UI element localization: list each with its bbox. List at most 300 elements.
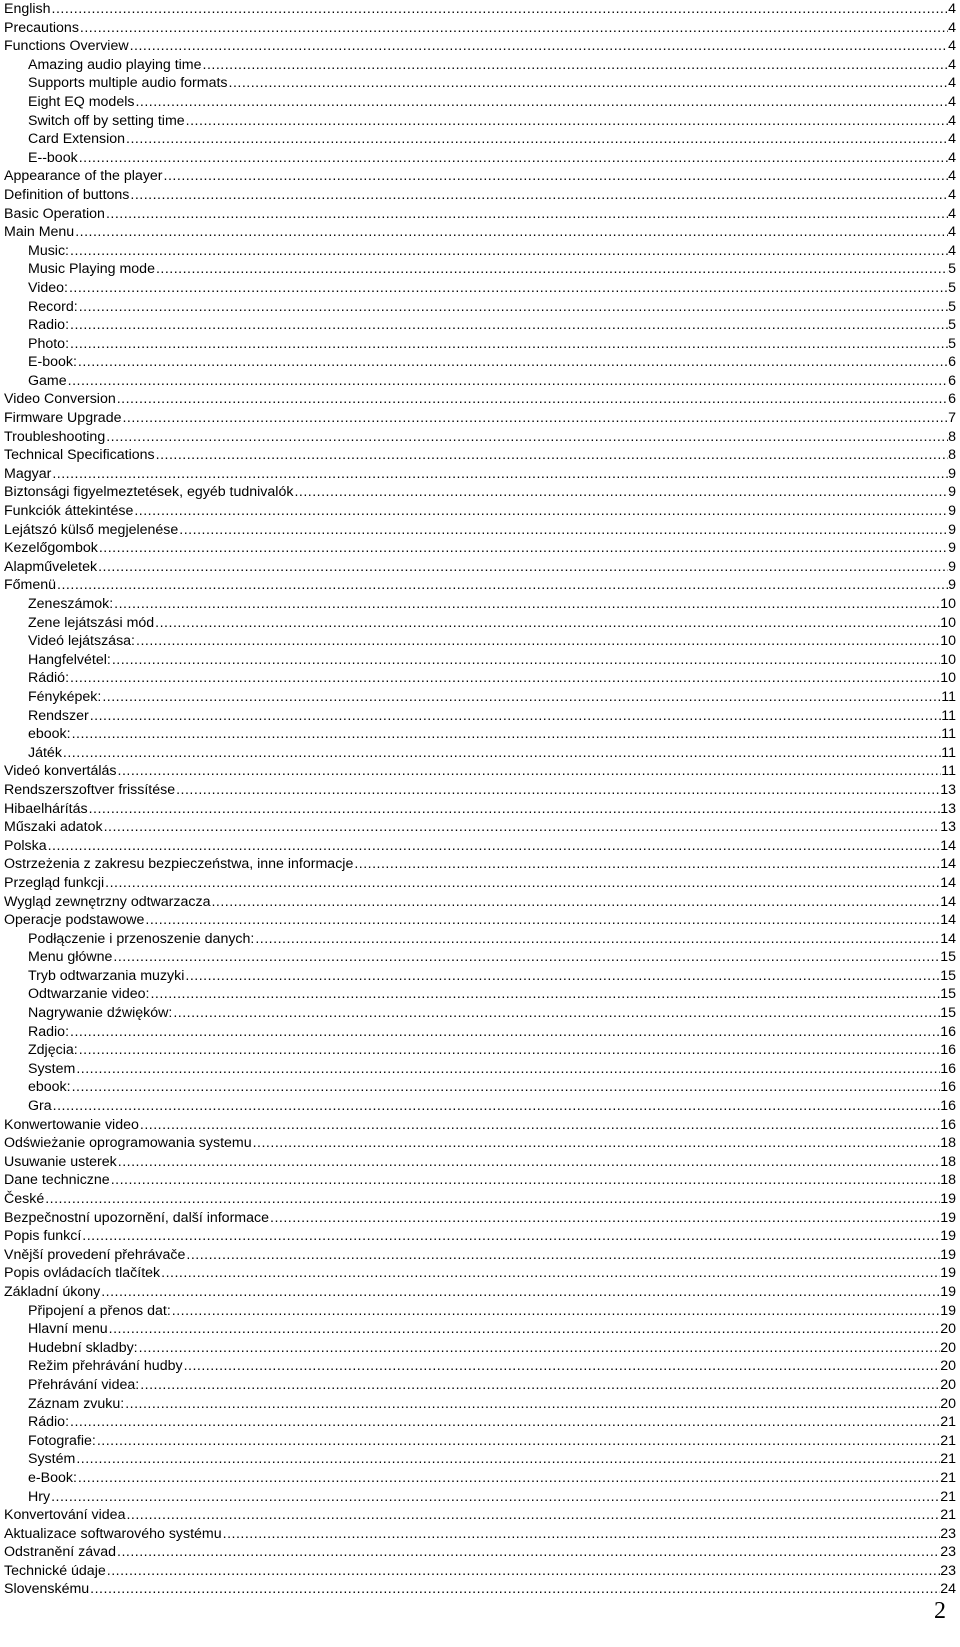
toc-dot-leader [108,1320,941,1339]
toc-entry-page: 15 [940,967,956,984]
toc-entry[interactable] [4,1264,956,1283]
toc-entry[interactable] [4,818,956,837]
toc-entry-page: 11 [941,688,956,705]
toc-dot-leader [183,1357,941,1376]
toc-entry[interactable] [4,93,956,112]
toc-entry[interactable] [4,539,956,558]
toc-entry[interactable] [4,372,956,391]
toc-entry-title: Hlavní menu [28,1321,108,1338]
toc-dot-leader [50,1488,940,1507]
toc-entry-title: Game [28,372,67,389]
toc-entry-title: Przegląd funkcji [4,874,105,891]
toc-entry-title: Fényképek: [28,688,102,705]
toc-dot-leader [101,688,941,707]
toc-entry[interactable] [4,1153,956,1172]
toc-dot-leader [69,335,948,354]
toc-dot-leader [144,911,940,930]
toc-entry-page: 4 [948,224,956,241]
toc-entry-title: E--book [28,149,78,166]
toc-entry[interactable] [4,1227,956,1246]
toc-entry-title: Rendszerszoftver frissítése [4,781,176,798]
toc-dot-leader [52,1097,941,1116]
toc-dot-leader [75,1450,940,1469]
toc-entry[interactable] [4,632,956,651]
toc-entry[interactable] [4,1023,956,1042]
toc-dot-leader [113,595,940,614]
toc-entry-title: Appearance of the player [4,168,163,185]
toc-entry-page: 6 [948,354,956,371]
toc-dot-leader [269,1209,940,1228]
toc-dot-leader [172,1004,940,1023]
toc-entry-title: Játék [28,744,62,761]
toc-entry[interactable] [4,1116,956,1135]
toc-entry[interactable] [4,837,956,856]
toc-entry[interactable] [4,1543,956,1562]
toc-entry-title: Video Conversion [4,391,116,408]
toc-entry-page: 10 [940,651,956,668]
toc-entry-page: 10 [940,633,956,650]
toc-entry-title: Rádio: [28,1414,70,1431]
toc-entry-page: 4 [948,1,956,17]
toc-entry[interactable] [4,223,956,242]
toc-entry-page: 7 [948,410,956,427]
toc-entry-page: 14 [940,930,956,947]
toc-entry-title: Gra [28,1098,52,1115]
table-of-contents [4,0,956,1599]
toc-entry[interactable] [4,465,956,484]
toc-entry-page: 15 [940,1005,956,1022]
toc-dot-leader [155,260,948,279]
toc-entry-page: 4 [948,149,956,166]
toc-entry[interactable] [4,1432,956,1451]
toc-entry-title: Menu główne [28,949,113,966]
toc-entry[interactable] [4,428,956,447]
toc-entry-title: Rendszer [28,707,89,724]
toc-dot-leader [293,483,948,502]
toc-entry-title: Radio: [28,1023,70,1040]
toc-entry-page: 11 [941,763,956,780]
toc-entry-page: 13 [940,781,956,798]
toc-entry-page: 21 [940,1414,956,1431]
toc-dot-leader [353,855,940,874]
toc-entry-page: 19 [940,1302,956,1319]
toc-entry-page: 9 [948,465,956,482]
toc-entry-page: 16 [940,1079,956,1096]
toc-entry-title: Usuwanie usterek [4,1153,117,1170]
toc-dot-leader [202,56,949,75]
toc-dot-leader [135,632,940,651]
toc-entry-page: 11 [941,707,956,724]
toc-dot-leader [185,112,948,131]
toc-entry-page: 20 [940,1321,956,1338]
toc-entry-page: 9 [948,540,956,557]
toc-entry[interactable] [4,874,956,893]
toc-entry[interactable] [4,260,956,279]
toc-entry[interactable] [4,1078,956,1097]
toc-entry-title: Card Extension [28,131,125,148]
toc-dot-leader [88,800,941,819]
toc-dot-leader [69,1023,940,1042]
toc-entry-title: Zeneszámok: [28,596,114,612]
toc-entry-title: Record: [28,298,78,315]
toc-entry-page: 23 [940,1525,956,1542]
toc-entry[interactable] [4,1246,956,1265]
toc-entry-title: Popis ovládacích tlačítek [4,1265,161,1282]
toc-dot-leader [103,818,941,837]
toc-entry[interactable] [4,1283,956,1302]
toc-entry-title: Odstranění závad [4,1544,116,1561]
toc-entry-title: Funkciók áttekintése [4,503,134,520]
toc-entry-page: 10 [940,596,956,612]
toc-entry-page: 19 [940,1283,956,1300]
toc-entry-title: Hry [28,1488,51,1505]
toc-entry-title: Režim přehrávání hudby [28,1358,183,1375]
toc-dot-leader [79,19,948,38]
toc-entry-title: Odtwarzanie video: [28,986,150,1003]
toc-entry[interactable] [4,1004,956,1023]
toc-entry[interactable] [4,19,956,38]
toc-entry[interactable] [4,1190,956,1209]
toc-entry-title: Zene lejátszási mód [28,614,155,631]
toc-entry-page: 16 [940,1042,956,1059]
toc-entry-page: 16 [940,1023,956,1040]
toc-entry[interactable] [4,1134,956,1153]
toc-entry[interactable] [4,1395,956,1414]
toc-entry-page: 4 [948,186,956,203]
toc-entry-title: Alapműveletek [4,558,98,575]
toc-dot-leader [71,725,942,744]
toc-entry[interactable] [4,56,956,75]
toc-entry-page: 4 [948,112,956,129]
toc-entry[interactable] [4,446,956,465]
toc-entry-page: 24 [940,1581,956,1598]
toc-entry-page: 16 [940,1116,956,1133]
toc-entry[interactable] [4,911,956,930]
toc-entry-page: 4 [948,168,956,185]
toc-dot-leader [56,576,948,595]
toc-entry-title: Ostrzeżenia z zakresu bezpieczeństwa, inne informacje [4,856,354,873]
toc-entry-title: Basic Operation [4,205,105,222]
toc-entry-page: 16 [940,1060,956,1077]
toc-entry[interactable] [4,205,956,224]
toc-dot-leader [129,37,949,56]
toc-dot-leader [77,353,948,372]
toc-entry-title: Základní úkony [4,1283,101,1300]
toc-entry[interactable] [4,744,956,763]
toc-entry[interactable] [4,37,956,56]
toc-entry[interactable] [4,74,956,93]
toc-entry-page: 4 [948,75,956,92]
toc-dot-leader [62,744,941,763]
toc-entry[interactable] [4,409,956,428]
toc-dot-leader [112,948,940,967]
toc-entry-title: Lejátszó külső megjelenése [4,521,179,538]
toc-entry-title: Operacje podstawowe [4,912,145,929]
toc-entry[interactable] [4,1413,956,1432]
toc-entry-page: 9 [948,558,956,575]
toc-entry-title: Hangfelvétel: [28,651,111,668]
toc-dot-leader [51,0,949,19]
toc-entry[interactable] [4,558,956,577]
toc-entry-title: Firmware Upgrade [4,410,122,427]
toc-dot-leader [138,1339,941,1358]
toc-dot-leader [228,74,949,93]
toc-entry-title: e-Book: [28,1469,77,1486]
toc-entry-title: Biztonsági figyelmeztetések, egyéb tudnivalók [4,484,294,501]
toc-entry-page: 23 [940,1544,956,1561]
toc-entry-page: 19 [940,1209,956,1226]
toc-dot-leader [117,1153,940,1172]
toc-dot-leader [110,1171,941,1190]
toc-dot-leader [47,837,941,856]
toc-entry[interactable] [4,855,956,874]
toc-dot-leader [184,967,940,986]
toc-entry[interactable] [4,669,956,688]
toc-entry-title: E-book: [28,354,77,371]
toc-dot-leader [100,1283,940,1302]
toc-entry-title: Műszaki adatok [4,819,103,836]
toc-dot-leader [71,1078,941,1097]
toc-entry[interactable] [4,1506,956,1525]
toc-entry-title: Fotografie: [28,1432,96,1449]
toc-entry[interactable] [4,707,956,726]
toc-entry-title: Kezelőgombok [4,540,98,557]
toc-entry-title: Photo: [28,335,70,352]
toc-dot-leader [78,298,948,317]
page-number: 2 [934,1598,946,1624]
toc-dot-leader [81,1227,940,1246]
toc-entry-page: 16 [940,1098,956,1115]
toc-entry-title: Magyar [4,465,52,482]
toc-entry-title: Hudební skladby: [28,1339,138,1356]
toc-entry[interactable] [4,1580,956,1599]
toc-dot-leader [74,223,948,242]
toc-entry-page: 14 [940,837,956,854]
toc-entry-page: 21 [940,1432,956,1449]
toc-entry[interactable] [4,967,956,986]
toc-entry[interactable] [4,298,956,317]
toc-entry-title: Music: [28,242,69,259]
toc-entry[interactable] [4,353,956,372]
toc-dot-leader [163,167,949,186]
toc-dot-leader [134,93,948,112]
toc-entry[interactable] [4,130,956,149]
toc-dot-leader [125,130,948,149]
toc-entry-title: System [28,1060,76,1077]
toc-entry-page: 9 [948,521,956,538]
toc-entry-page: 15 [940,949,956,966]
toc-entry-title: Videó konvertálás [4,763,117,780]
toc-dot-leader [105,205,948,224]
toc-dot-leader [175,781,940,800]
toc-dot-leader [67,372,948,391]
toc-entry[interactable] [4,930,956,949]
toc-entry[interactable] [4,1320,956,1339]
toc-entry-title: Hibaelhárítás [4,800,88,817]
toc-dot-leader [75,1060,940,1079]
toc-entry-title: Bezpečnostní upozornění, další informace [4,1209,269,1226]
toc-dot-leader [51,465,948,484]
toc-entry-title: Konvertování videa [4,1507,126,1524]
toc-entry-page: 6 [948,372,956,389]
toc-entry[interactable] [4,1171,956,1190]
toc-entry-page: 21 [940,1507,956,1524]
toc-entry-title: Popis funkcí [4,1228,82,1245]
toc-entry-page: 4 [948,38,956,55]
toc-entry-title: Radio: [28,317,70,334]
toc-entry[interactable] [4,1339,956,1358]
toc-entry[interactable] [4,242,956,261]
toc-entry-page: 20 [940,1358,956,1375]
toc-dot-leader [106,1562,940,1581]
toc-entry-page: 4 [948,93,956,110]
toc-dot-leader [116,1543,940,1562]
toc-entry[interactable] [4,576,956,595]
toc-entry-page: 5 [948,298,956,315]
toc-dot-leader [222,1525,941,1544]
toc-entry[interactable] [4,112,956,131]
toc-entry[interactable] [4,985,956,1004]
toc-dot-leader [68,279,948,298]
toc-entry-page: 20 [940,1339,956,1356]
toc-dot-leader [104,874,940,893]
toc-entry-title: English [4,1,51,17]
toc-entry[interactable] [4,948,956,967]
toc-entry[interactable] [4,893,956,912]
toc-entry[interactable] [4,521,956,540]
toc-dot-leader [96,1432,940,1451]
toc-entry[interactable] [4,800,956,819]
toc-entry-page: 8 [948,428,956,445]
toc-dot-leader [78,1041,941,1060]
toc-entry-title: Troubleshooting [4,428,106,445]
toc-entry[interactable] [4,390,956,409]
toc-entry[interactable] [4,781,956,800]
toc-entry-title: Aktualizace softwarového systému [4,1525,222,1542]
toc-entry-title: Zdjęcia: [28,1042,78,1059]
toc-entry-page: 5 [948,335,956,352]
toc-entry-page: 10 [940,614,956,631]
toc-entry[interactable] [4,1450,956,1469]
toc-entry[interactable] [4,762,956,781]
toc-entry-page: 6 [948,391,956,408]
toc-entry[interactable] [4,725,956,744]
toc-entry-title: Wygląd zewnętrzny odtwarzacza [4,893,211,910]
toc-entry[interactable] [4,1469,956,1488]
toc-entry-page: 14 [940,893,956,910]
toc-entry-title: Systém [28,1451,76,1468]
toc-entry[interactable] [4,651,956,670]
toc-entry-title: Dane techniczne [4,1172,110,1189]
toc-entry[interactable] [4,1376,956,1395]
toc-entry[interactable] [4,1357,956,1376]
toc-entry[interactable] [4,335,956,354]
toc-entry-page: 14 [940,912,956,929]
toc-dot-leader [89,1580,940,1599]
toc-entry-title: Main Menu [4,224,75,241]
toc-dot-leader [185,1246,940,1265]
toc-entry-title: Připojení a přenos dat: [28,1302,171,1319]
toc-dot-leader [116,390,948,409]
toc-dot-leader [178,521,948,540]
toc-entry[interactable] [4,1302,956,1321]
toc-entry[interactable] [4,149,956,168]
toc-entry[interactable] [4,1041,956,1060]
toc-dot-leader [210,893,940,912]
toc-dot-leader [149,985,940,1004]
toc-entry-title: Supports multiple audio formats [28,75,228,92]
toc-entry-title: Konwertowanie video [4,1116,139,1133]
toc-entry[interactable] [4,483,956,502]
toc-dot-leader [133,502,948,521]
toc-dot-leader [98,539,948,558]
toc-dot-leader [154,614,940,633]
toc-dot-leader [254,930,940,949]
toc-entry-title: Amazing audio playing time [28,56,202,73]
toc-entry[interactable] [4,1209,956,1228]
toc-dot-leader [139,1376,940,1395]
toc-entry[interactable] [4,186,956,205]
toc-entry-title: České [4,1191,45,1207]
toc-dot-leader [78,149,948,168]
toc-entry-page: 20 [940,1395,956,1412]
toc-entry-page: 21 [940,1451,956,1468]
toc-entry-page: 4 [948,205,956,222]
toc-entry[interactable] [4,1060,956,1079]
toc-entry-page: 19 [940,1191,956,1207]
toc-entry-title: Precautions [4,19,79,36]
toc-entry-title: Technické údaje [4,1562,106,1579]
toc-dot-leader [160,1264,940,1283]
toc-dot-leader [69,669,940,688]
toc-entry-page: 10 [940,670,956,687]
toc-entry[interactable] [4,279,956,298]
toc-entry-page: 5 [948,261,956,278]
toc-entry[interactable] [4,167,956,186]
toc-entry-title: Functions Overview [4,38,129,55]
toc-entry[interactable] [4,1488,956,1507]
toc-entry-title: Főmenü [4,577,57,594]
toc-dot-leader [155,446,948,465]
toc-dot-leader [89,707,942,726]
toc-entry[interactable] [4,614,956,633]
toc-entry-title: Technical Specifications [4,447,155,464]
toc-entry-page: 19 [940,1265,956,1282]
toc-entry-title: Odświeżanie oprogramowania systemu [4,1135,252,1152]
toc-entry-title: Tryb odtwarzania muzyki [28,967,185,984]
toc-dot-leader [129,186,948,205]
toc-entry[interactable] [4,595,956,614]
toc-entry[interactable] [4,502,956,521]
toc-entry[interactable] [4,1562,956,1581]
toc-entry-page: 21 [940,1488,956,1505]
toc-dot-leader [111,651,940,670]
toc-dot-leader [97,558,948,577]
toc-entry-title: Eight EQ models [28,93,135,110]
toc-entry[interactable] [4,1525,956,1544]
toc-entry[interactable] [4,688,956,707]
toc-entry-title: Videó lejátszása: [28,633,136,650]
toc-entry-title: Přehrávání videa: [28,1376,140,1393]
toc-entry[interactable] [4,0,956,19]
toc-entry-title: Záznam zvuku: [28,1395,125,1412]
toc-entry-page: 18 [940,1153,956,1170]
toc-dot-leader [69,1413,940,1432]
toc-entry[interactable] [4,316,956,335]
toc-entry[interactable] [4,1097,956,1116]
toc-entry-page: 5 [948,279,956,296]
toc-entry-page: 20 [940,1376,956,1393]
